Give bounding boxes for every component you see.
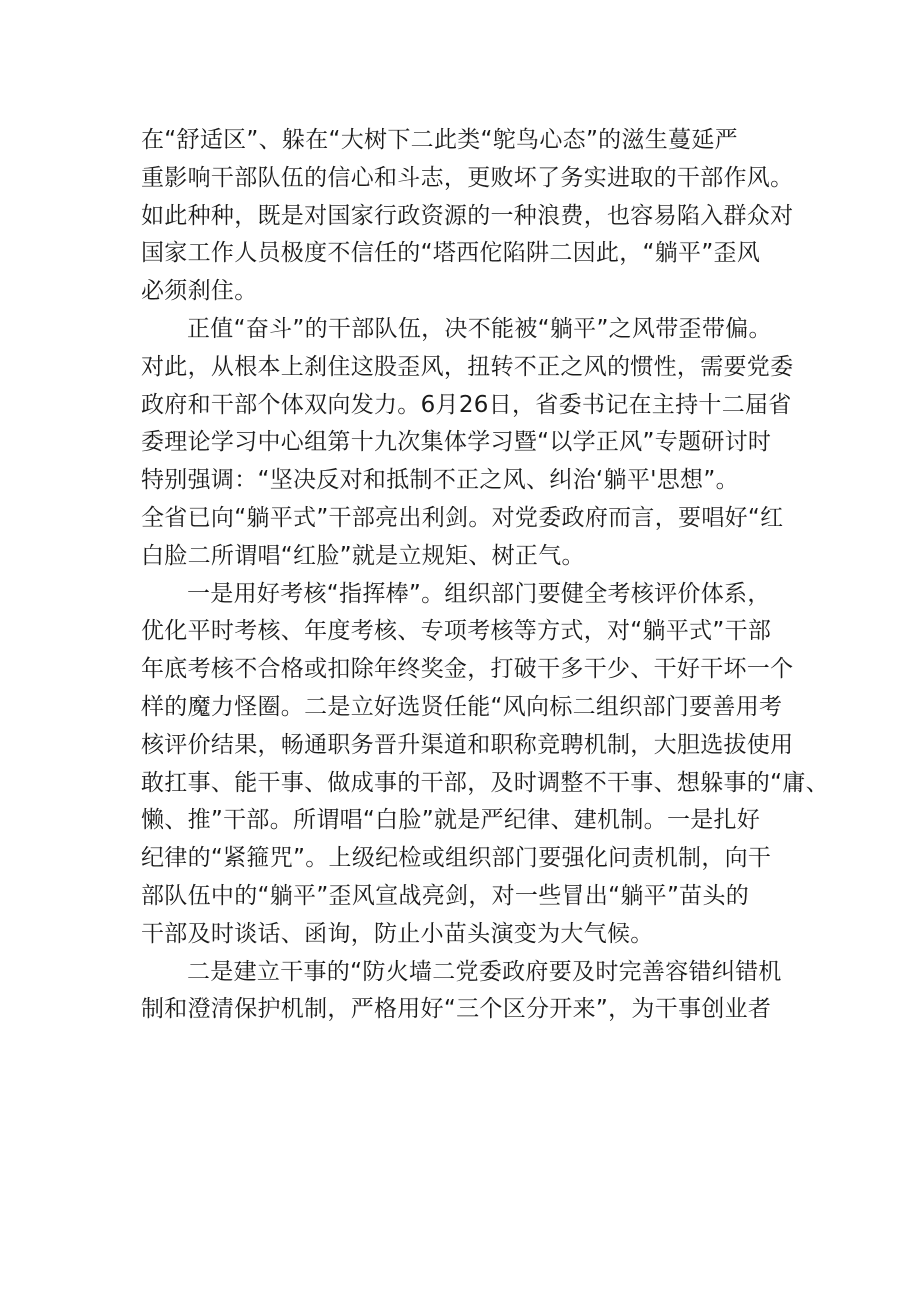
text-line: 样的魔力怪圈。二是立好选贤任能“风向标二组织部门要善用考 [141,693,783,720]
text-line: 优化平时考核、年度考核、专项考核等方式，对“躺平式”干部 [141,618,772,645]
text-line: 全省已向“躺平式”干部亮出利剑。对党委政府而言，要唱好“红 [141,504,784,531]
text-line: 懒、推”干部。所谓唱“白脸”就是严纪律、建机制。一是扎好 [141,807,761,834]
text-line: 必须刹住。 [141,278,258,305]
text-line: 政府和干部个体双向发力。6月26日，省委书记在主持十二届省 [141,391,792,418]
text-line: 部队伍中的“躺平”歪风宣战亮剑，对一些冒出“躺平”苗头的 [141,882,750,909]
text-line: 白脸二所谓唱“红脸”就是立规矩、树正气。 [141,542,585,569]
text-line: 敢扛事、能干事、做成事的干部，及时调整不干事、想躲事的“庸、 [141,769,829,796]
text-line: 委理论学习中心组第十九次集体学习暨“以学正风”专题研讨时 [141,429,772,456]
paragraph-first-line: 二是建立干事的“防火墙二党委政府要及时完善容错纠错机 [187,958,782,985]
paragraph-first-line: 一是用好考核“指挥棒”。组织部门要健全考核评价体系， [187,580,771,607]
text-line: 制和澄清保护机制，严格用好“三个区分开来”，为干事创业者 [141,996,772,1023]
text-line: 重影响干部队伍的信心和斗志，更败坏了务实进取的干部作风。 [141,164,794,191]
text-line: 特别强调：“坚决反对和抵制不正之风、纠治‘躺平'思想”。 [141,467,739,494]
paragraph-first-line: 正值“奋斗”的干部队伍，决不能被“躺平”之风带歪带偏。 [187,315,772,342]
text-line: 如此种种，既是对国家行政资源的一种浪费，也容易陷入群众对 [141,202,794,229]
text-line: 干部及时谈话、函询，防止小苗头演变为大气候。 [141,920,654,947]
text-line: 纪律的“紧箍咒”。上级纪检或组织部门要强化问责机制，向干 [141,845,772,872]
document-body-text [141,122,829,1029]
text-line: 核评价结果，畅通职务晋升渠道和职称竞聘机制，大胆选拔使用 [141,731,794,758]
text-line: 在“舒适区”、躲在“大树下二此类“鸵鸟心态”的滋生蔓延严 [141,127,738,153]
text-line: 对此，从根本上刹住这股歪风，扭转不正之风的惯性，需要党委 [141,353,794,380]
text-line: 年底考核不合格或扣除年终奖金，打破干多干少、干好干坏一个 [141,656,794,683]
text-line: 国家工作人员极度不信任的“塔西佗陷阱二因此，“躺平”歪风 [141,240,761,267]
